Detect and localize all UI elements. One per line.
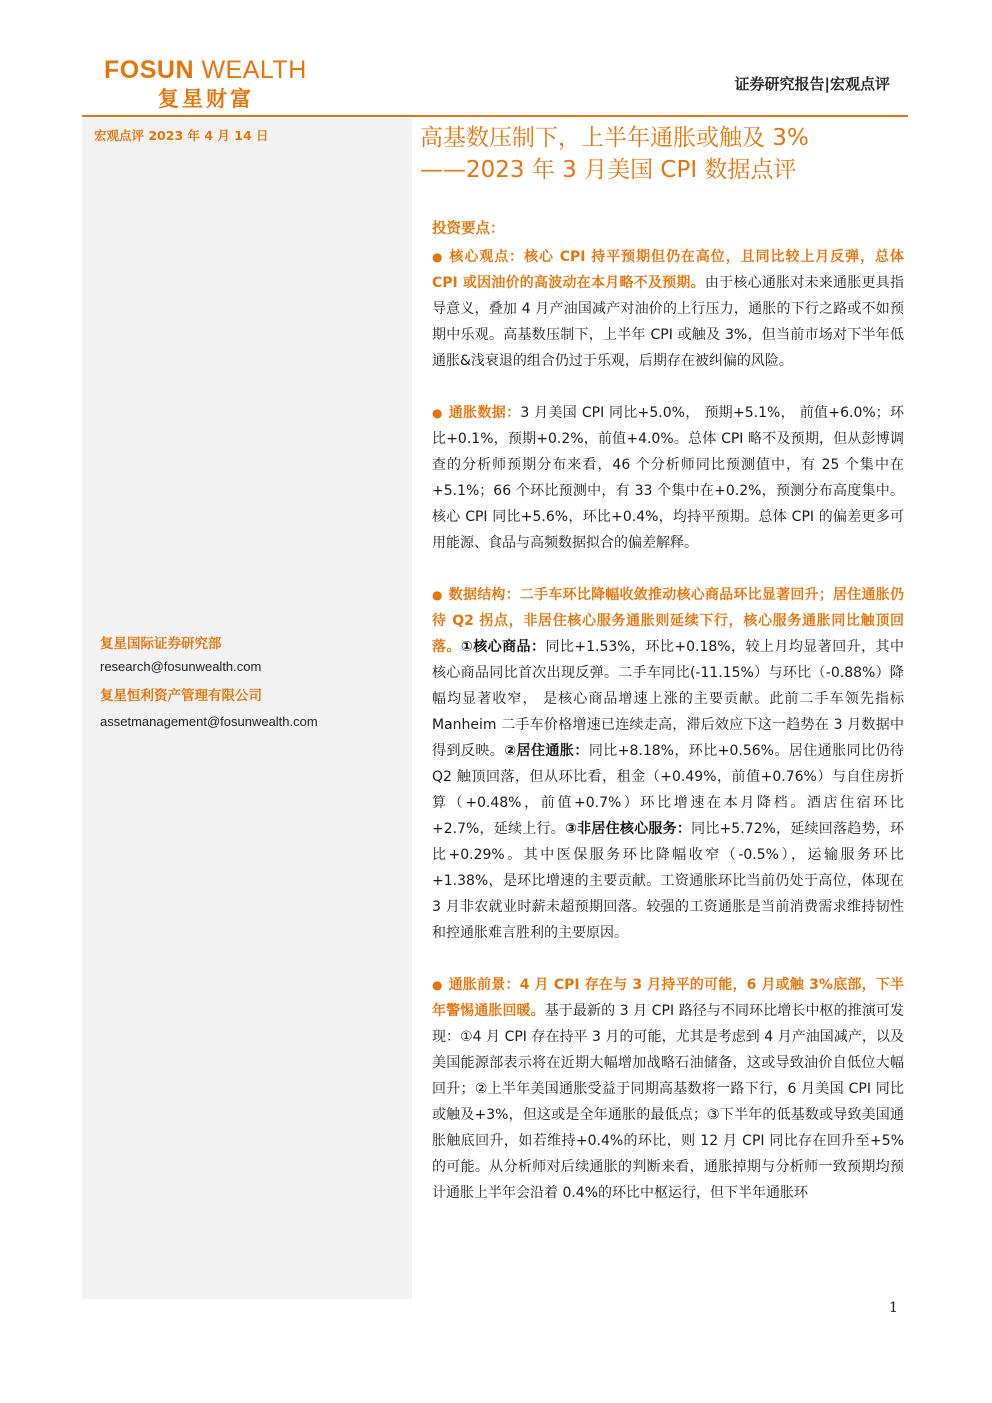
inflation-outlook-highlight: 通胀前景：4 月 CPI 存在与 3 月持平的可能，6 月或触 3%底部，下半年警惕通胀回暖。 xyxy=(432,977,904,1019)
contact-org-asset: 复星恒利资产管理有限公司 xyxy=(100,688,262,704)
report-title xyxy=(420,122,910,186)
non-housing-services-text: 同比+5.72%，延续回落趋势，环比+0.29%。其中医保服务环比降幅收窄（-0.5%），运输服务环比+1.38%，是环比增速的主要贡献。工资通胀环比当前仍处于高位，体现在 3 月非农就业时薪未超预期回落。较强的工资通胀是当前消费需求维持韧性和控通胀难言胜利的主要原因。 xyxy=(432,821,904,941)
bullet-icon: ● xyxy=(432,978,443,992)
data-structure-highlight: 数据结构：二手车环比降幅收敛推动核心商品环比显著回升；居住通胀仍待 Q2 拐点，非居住核心服务通胀则延续下行，核心服务通胀同比触顶回落。 xyxy=(432,587,904,655)
housing-inflation-text: 同比+8.18%，环比+0.56%。居住通胀同比仍待 Q2 触顶回落，但从环比看，租金（+0.49%，前值+0.76%）与自住房折算（+0.48%，前值+0.7%）环比增速在本月降档。酒店住宿环比+2.7%，延续上行。 xyxy=(432,743,904,837)
core-view-highlight: 核心观点：核心 CPI 持平预期但仍在高位，且同比较上月反弹，总体 CPI 或因油价的高波动在本月略不及预期。 xyxy=(432,249,904,291)
contact-org-research: 复星国际证券研究部 xyxy=(100,636,222,652)
header-divider xyxy=(82,115,908,117)
core-goods-text: 同比+1.53%，环比+0.18%，较上月均显著回升，其中核心商品同比首次出现反弹。二手车同比(-11.15%）与环比（-0.88%）降幅均显著收窄， 是核心商品增速上涨的主要贡献。此前二手车领先指标 Manheim 二手车价格增速已连续走高，滞后效应下这一趋势在 3 月数据中得到反映。 xyxy=(432,639,904,759)
bullet-icon: ● xyxy=(432,406,443,420)
paragraph-inflation-data xyxy=(432,400,904,556)
inflation-data-text: 3 月美国 CPI 同比+5.0%， 预期+5.1%， 前值+6.0%；环比+0.1%，预期+0.2%，前值+4.0%。总体 CPI 略不及预期，但从彭博调查的分析师预期分布来看，46 个分析师同比预测值中，有 25 个集中在+5.1%；66 个环比预测中，有 33 个集中在+0.2%，预测分布高度集中。核心 CPI 同比+5.6%，环比+0.4%，均持平预期。总体 CPI 的偏差更多可用能源、食品与高频数据拟合的偏差解释。 xyxy=(432,405,904,551)
core-view-text: 由于核心通胀对未来通胀更具指导意义，叠加 4 月产油国减产对油价的上行压力，通胀的下行之路或不如预期中乐观。高基数压制下，上半年 CPI 或触及 3%，但当前市场对下半年低通胀&浅衰退的组合仍过于乐观，后期存在被纠偏的风险。 xyxy=(432,275,904,369)
logo-en-bold: FOSUN xyxy=(104,56,194,84)
investment-points-heading: 投资要点： xyxy=(432,221,505,237)
paragraph-data-structure xyxy=(432,582,904,946)
report-type-label: 证券研究报告|宏观点评 xyxy=(734,75,890,93)
contact-email-asset[interactable]: assetmanagement@fosunwealth.com xyxy=(100,714,318,729)
report-body xyxy=(432,216,904,1232)
sidebar-panel xyxy=(82,118,412,1299)
logo-chinese: 复星财富 xyxy=(158,87,254,111)
housing-inflation-label: ②居住通胀： xyxy=(504,743,589,759)
paragraph-core-view xyxy=(432,244,904,374)
report-date: 宏观点评 2023 年 4 月 14 日 xyxy=(94,128,269,143)
core-goods-label: ①核心商品： xyxy=(460,639,546,655)
title-line-1: 高基数压制下，上半年通胀或触及 3% xyxy=(420,125,809,151)
inflation-data-highlight: 通胀数据： xyxy=(448,405,521,421)
fosun-wealth-logo xyxy=(104,56,324,112)
logo-en-light: WEALTH xyxy=(201,56,307,84)
inflation-outlook-text: 基于最新的 3 月 CPI 路径与不同环比增长中枢的推演可发现：①4 月 CPI 存在持平 3 月的可能，尤其是考虑到 4 月产油国减产，以及美国能源部表示将在近期大幅增加战略石油储备，这或导致油价自低位大幅回升；②上半年美国通胀受益于同期高基数将一路下行，6 月美国 CPI 同比或触及+3%，但这或是全年通胀的最低点；③下半年的低基数或导致美国通胀触底回升，如若维持+0.4%的环比，则 12 月 CPI 同比存在回升至+5%的可能。从分析师对后续通胀的判断来看，通胀掉期与分析师一致预期均预计通胀上半年会沿着 0.4%的环比中枢运行，但下半年通胀环 xyxy=(432,1003,904,1201)
bullet-icon: ● xyxy=(432,250,444,264)
paragraph-inflation-outlook xyxy=(432,972,904,1206)
page-number: 1 xyxy=(889,1300,898,1316)
logo-english xyxy=(104,56,324,84)
bullet-icon: ● xyxy=(432,588,443,602)
title-line-2: ——2023 年 3 月美国 CPI 数据点评 xyxy=(420,157,797,183)
non-housing-services-label: ③非居住核心服务： xyxy=(565,821,692,837)
contact-email-research[interactable]: research@fosunwealth.com xyxy=(100,659,262,674)
